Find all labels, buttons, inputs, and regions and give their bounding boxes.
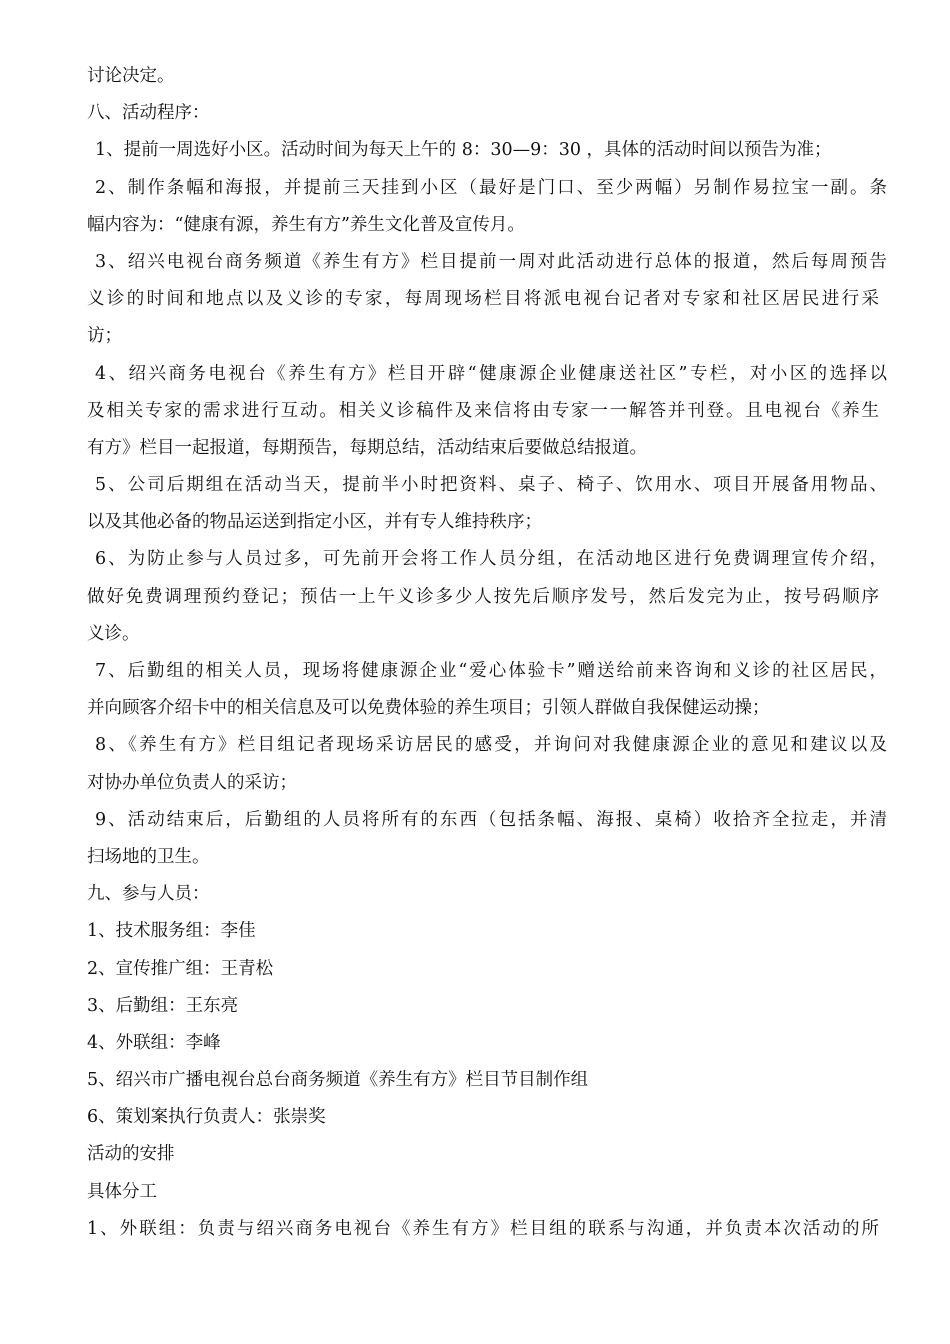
text-line: 有方》栏目一起报道，每期预告，每期总结，活动结束后要做总结报道。 [87,437,647,458]
section-heading: 八、活动程序： [87,103,210,124]
list-item: 5、绍兴市广播电视台总台商务频道《养生有方》栏目节目制作组 [87,1070,589,1091]
text-line: 对协办单位负责人的采访； [87,772,297,793]
text-line: 5、公司后期组在活动当天，提前半小时把资料、桌子、椅子、饮用水、项目开展备用物品、 [95,475,887,496]
text-line: 讨论决定。 [87,66,175,86]
section-heading: 具体分工 [87,1181,157,1202]
text-line: 义诊的时间和地点以及义诊的专家，每周现场栏目将派电视台记者对专家和社区居民进行采 [87,289,879,310]
section-heading: 活动的安排 [87,1144,175,1165]
text-line: 8、《养生有方》栏目组记者现场采访居民的感受，并询问对我健康源企业的意见和建议以及 [95,735,887,756]
text-line: 访； [87,326,122,347]
text-line: 3、绍兴电视台商务频道《养生有方》栏目提前一周对此活动进行总体的报道，然后每周预告 [95,251,887,272]
text-line: 幅内容为：“健康有源，养生有方”养生文化普及宣传月。 [87,214,525,235]
list-item: 4、外联组：李峰 [87,1032,221,1053]
text-line: 义诊。 [87,623,140,644]
text-line: 6、为防止参与人员过多，可先前开会将工作人员分组，在活动地区进行免费调理宣传介绍， [95,549,887,570]
text-line: 2、制作条幅和海报，并提前三天挂到小区（最好是门口、至少两幅）另制作易拉宝一副。条 [95,177,887,198]
section-heading: 九、参与人员： [87,884,210,905]
list-item: 3、后勤组：王东亮 [87,995,239,1016]
list-item: 2、宣传推广组：王青松 [87,958,274,979]
text-line: 并向顾客介绍卡中的相关信息及可以免费体验的养生项目；引领人群做自我保健运动操； [87,698,770,719]
text-line: 1、提前一周选好小区。活动时间为每天上午的 8：30—9：30 ，具体的活动时间以预告为准； [95,140,832,161]
list-item: 6、策划案执行负责人：张崇奖 [87,1107,326,1128]
text-line: 做好免费调理预约登记；预估一上午义诊多少人按先后顺序发号，然后发完为止，按号码顺序 [87,586,879,607]
text-line: 4、绍兴商务电视台《养生有方》栏目开辟“健康源企业健康送社区”专栏，对小区的选择以 [95,363,887,384]
list-item: 1、外联组：负责与绍兴商务电视台《养生有方》栏目组的联系与沟通，并负责本次活动的所 [87,1218,879,1239]
text-line: 7、后勤组的相关人员，现场将健康源企业“爱心体验卡”赠送给前来咨询和义诊的社区居民， [95,661,887,681]
document-body [87,58,887,1248]
text-line: 9、活动结束后，后勤组的人员将所有的东西（包括条幅、海报、桌椅）收拾齐全拉走，并清 [95,809,887,830]
list-item: 1、技术服务组：李佳 [87,921,256,942]
text-line: 及相关专家的需求进行互动。相关义诊稿件及来信将由专家一一解答并刊登。且电视台《养生 [87,400,879,421]
text-line: 以及其他必备的物品运送到指定小区，并有专人维持秩序； [87,512,542,533]
text-line: 扫场地的卫生。 [87,846,210,867]
